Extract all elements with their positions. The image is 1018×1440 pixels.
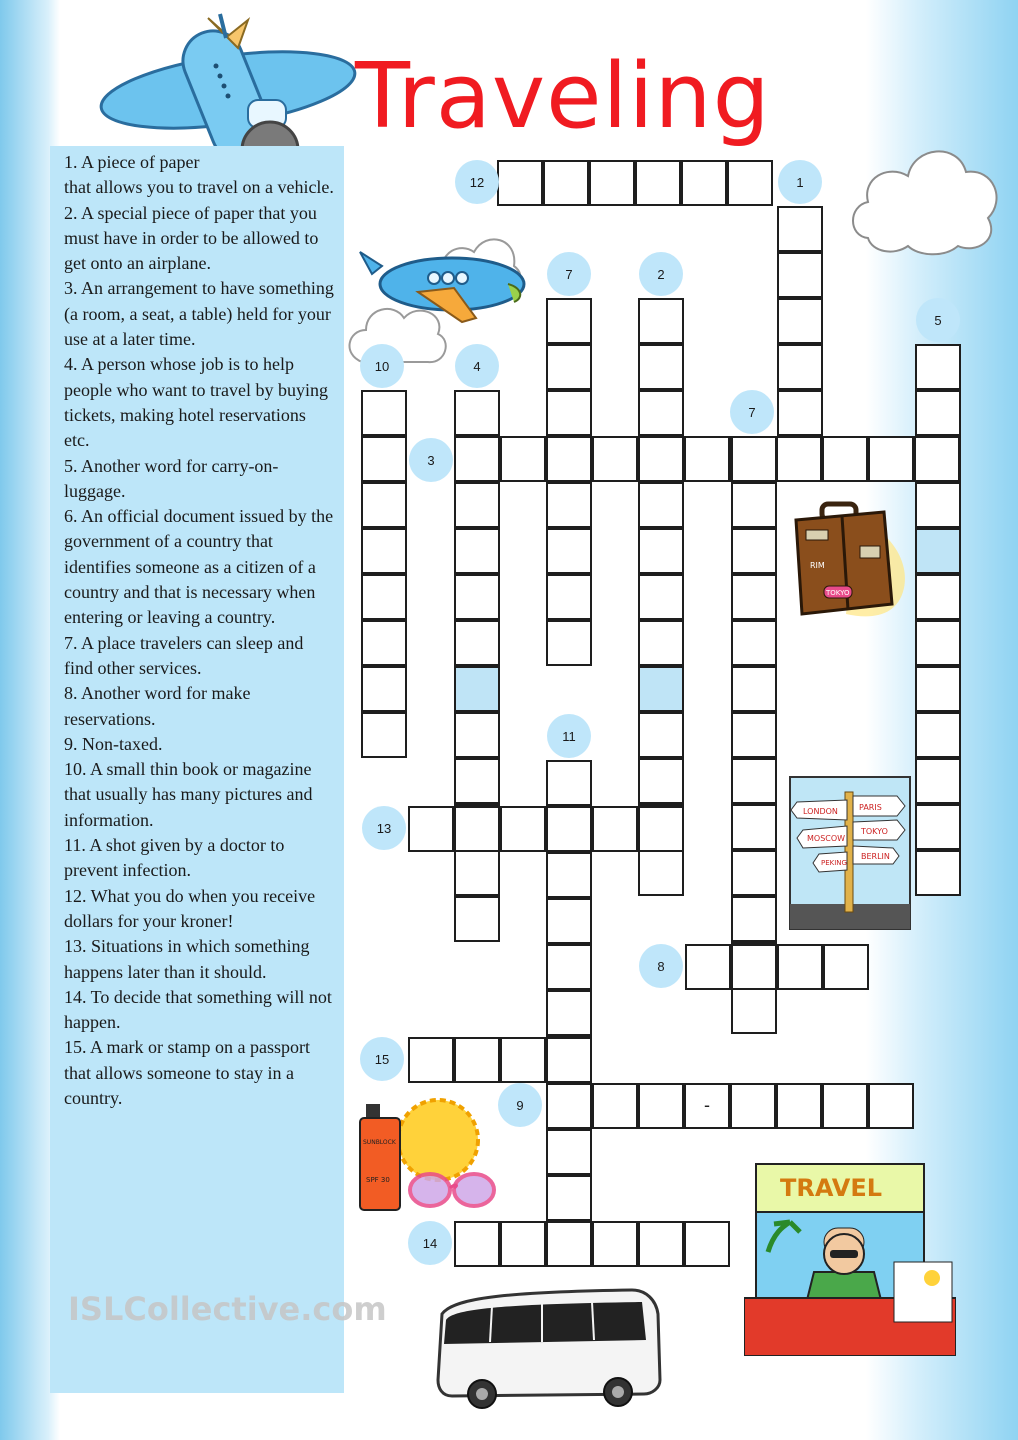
cell-11-down[interactable] bbox=[546, 990, 592, 1036]
clue-number-12: 12 bbox=[455, 160, 499, 204]
cell-12-across[interactable] bbox=[727, 160, 773, 206]
cell-2-down[interactable] bbox=[638, 482, 684, 528]
clue-6: 6. An official document issued by the government of a country that identifies someone as a citizen of a country and that is necessary when entering or leaving a country. bbox=[64, 506, 334, 628]
cell-12-across[interactable] bbox=[635, 160, 681, 206]
cell-4-down[interactable] bbox=[454, 712, 500, 758]
bus-illustration bbox=[432, 1284, 662, 1410]
cell-4-down[interactable] bbox=[454, 436, 500, 482]
cell-5-down[interactable] bbox=[915, 482, 961, 528]
suitcase-tag-rim: RIM bbox=[810, 561, 825, 570]
cell-1-down[interactable] bbox=[777, 344, 823, 390]
cell-14-across[interactable] bbox=[454, 1221, 500, 1267]
cell-12-across[interactable] bbox=[497, 160, 543, 206]
cell-10-down[interactable] bbox=[361, 712, 407, 758]
clue-number-7-down: 7 bbox=[547, 252, 591, 296]
clue-number-14: 14 bbox=[408, 1221, 452, 1265]
clue-1a: 1. A piece of paper bbox=[64, 152, 200, 172]
clue-8: 8. Another word for make reservations. bbox=[64, 683, 251, 729]
cell-14-across[interactable] bbox=[546, 1221, 592, 1267]
cell-11-down[interactable] bbox=[546, 1129, 592, 1175]
sign-berlin: BERLIN bbox=[861, 852, 890, 861]
cell-1-down[interactable] bbox=[777, 298, 823, 344]
cell-13-across[interactable] bbox=[500, 806, 546, 852]
signpost-illustration bbox=[789, 776, 911, 930]
cell-8-across[interactable] bbox=[823, 944, 869, 990]
clue-3: 3. An arrangement to have something (a room, a seat, a table) held for your use at a later time. bbox=[64, 278, 334, 350]
page-title: Traveling bbox=[355, 44, 771, 149]
clue-9: 9. Non-taxed. bbox=[64, 733, 163, 754]
cell-7-down-right[interactable] bbox=[731, 574, 777, 620]
cell-2-down[interactable] bbox=[638, 666, 684, 712]
cell-9-across[interactable] bbox=[730, 1083, 776, 1129]
cell-5-down[interactable] bbox=[915, 620, 961, 666]
cell-11-down[interactable] bbox=[546, 944, 592, 990]
clue-13: 13. Situations in which something happens later than it should. bbox=[64, 936, 310, 982]
cell-11-down[interactable] bbox=[546, 898, 592, 944]
cell-9-across[interactable] bbox=[592, 1083, 638, 1129]
cell-7-down[interactable] bbox=[546, 620, 592, 666]
clue-number-13: 13 bbox=[362, 806, 406, 850]
cell-15-across[interactable] bbox=[546, 1037, 592, 1083]
cell-1-down[interactable] bbox=[777, 390, 823, 436]
cell-7-down-right[interactable] bbox=[731, 436, 777, 482]
cell-2-down[interactable] bbox=[638, 436, 684, 482]
cell-9-across[interactable] bbox=[776, 1083, 822, 1129]
clue-number-2: 2 bbox=[639, 252, 683, 296]
cell-15-across[interactable] bbox=[500, 1037, 546, 1083]
cell-4-down[interactable] bbox=[454, 528, 500, 574]
cell-7-down-right[interactable] bbox=[731, 758, 777, 804]
cell-9-across[interactable] bbox=[546, 1083, 592, 1129]
cell-4-down[interactable] bbox=[454, 896, 500, 942]
cell-5-down[interactable] bbox=[915, 712, 961, 758]
cell-2-down[interactable] bbox=[638, 390, 684, 436]
cell-7-down[interactable] bbox=[546, 298, 592, 344]
clue-10: 10. A small thin book or magazine that usually has many pictures and information. bbox=[64, 759, 313, 830]
cell-9-across[interactable] bbox=[822, 1083, 868, 1129]
cell-2-down[interactable] bbox=[638, 758, 684, 804]
cell-13-across[interactable] bbox=[592, 806, 638, 852]
poster-travel-label: TRAVEL bbox=[780, 1174, 883, 1202]
cell-14-across[interactable] bbox=[638, 1221, 684, 1267]
clue-11: 11. A shot given by a doctor to prevent infection. bbox=[64, 835, 285, 881]
cell-4-down[interactable] bbox=[454, 666, 500, 712]
cell-7-down[interactable] bbox=[546, 574, 592, 620]
cell-5-down[interactable] bbox=[915, 666, 961, 712]
cell-2-down[interactable] bbox=[638, 620, 684, 666]
cell-3-across[interactable] bbox=[822, 436, 868, 482]
clue-12: 12. What you do when you receive dollars for your kroner! bbox=[64, 885, 316, 931]
cell-9-across[interactable] bbox=[638, 1083, 684, 1129]
cell-7-down-right[interactable] bbox=[731, 896, 777, 942]
spf-label: SPF 30 bbox=[366, 1176, 390, 1184]
cell-4-down[interactable] bbox=[454, 574, 500, 620]
travel-agent-poster-illustration bbox=[744, 1162, 956, 1356]
clue-4: 4. A person whose job is to help people who want to travel by buying tickets, making hotel reservations etc. bbox=[64, 354, 328, 451]
cell-7-down-right[interactable] bbox=[731, 482, 777, 528]
clue-15: 15. A mark or stamp on a passport that allows someone to stay in a country. bbox=[64, 1037, 310, 1108]
cell-5-down[interactable] bbox=[915, 574, 961, 620]
clue-number-1: 1 bbox=[778, 160, 822, 204]
cell-3-across[interactable] bbox=[500, 436, 546, 482]
cell-10-down[interactable] bbox=[361, 528, 407, 574]
cell-8-across[interactable] bbox=[685, 944, 731, 990]
cell-7-down[interactable] bbox=[546, 436, 592, 482]
cell-4-down[interactable] bbox=[454, 390, 500, 436]
clue-number-10: 10 bbox=[360, 344, 404, 388]
cell-7-down-right[interactable] bbox=[731, 804, 777, 850]
cell-2-down[interactable] bbox=[638, 298, 684, 344]
cell-13-across[interactable] bbox=[638, 806, 684, 852]
cell-7-down[interactable] bbox=[546, 390, 592, 436]
clue-7: 7. A place travelers can sleep and find other services. bbox=[64, 632, 304, 678]
cell-3-across[interactable] bbox=[914, 436, 960, 482]
cell-10-down[interactable] bbox=[361, 620, 407, 666]
cell-14-across[interactable] bbox=[500, 1221, 546, 1267]
cell-2-down[interactable] bbox=[638, 574, 684, 620]
cell-7-down-right[interactable] bbox=[731, 666, 777, 712]
cell-12-across[interactable] bbox=[681, 160, 727, 206]
cell-8-across[interactable] bbox=[731, 944, 777, 990]
cell-11-down[interactable] bbox=[546, 806, 592, 852]
clue-number-4: 4 bbox=[455, 344, 499, 388]
sign-london: LONDON bbox=[803, 807, 838, 816]
cell-14-across[interactable] bbox=[592, 1221, 638, 1267]
clue-number-15: 15 bbox=[360, 1037, 404, 1081]
cell-8-across[interactable] bbox=[777, 944, 823, 990]
cell-13-across[interactable] bbox=[454, 806, 500, 852]
clue-number-3: 3 bbox=[409, 438, 453, 482]
clue-number-8: 8 bbox=[639, 944, 683, 988]
cell-4-down[interactable] bbox=[454, 850, 500, 896]
cell-1-down[interactable] bbox=[777, 206, 823, 252]
sign-tokyo: TOKYO bbox=[861, 827, 888, 836]
sign-peking: PEKING bbox=[821, 859, 847, 867]
suitcase-tag-tokyo: TOKYO bbox=[826, 589, 850, 597]
clue-1b: that allows you to travel on a vehicle. bbox=[64, 177, 334, 198]
cell-3-across[interactable] bbox=[776, 436, 822, 482]
cell-12-across[interactable] bbox=[589, 160, 635, 206]
cell-9-across[interactable]: - bbox=[684, 1083, 730, 1129]
sunblock-sunglasses-illustration bbox=[356, 1098, 500, 1212]
clue-5: 5. Another word for carry-on-luggage. bbox=[64, 455, 279, 501]
cell-7-down[interactable] bbox=[546, 482, 592, 528]
clue-number-9: 9 bbox=[498, 1083, 542, 1127]
clue-number-7: 7 bbox=[730, 390, 774, 434]
islcollective-watermark: ISLCollective.com bbox=[68, 1290, 387, 1328]
cell-5-down[interactable] bbox=[915, 390, 961, 436]
cell-4-down[interactable] bbox=[454, 482, 500, 528]
cell-5-down[interactable] bbox=[915, 850, 961, 896]
cell-11-down[interactable] bbox=[546, 852, 592, 898]
cell-5-down[interactable] bbox=[915, 344, 961, 390]
cell-11-down[interactable] bbox=[546, 760, 592, 806]
suitcase-illustration bbox=[786, 498, 912, 622]
cell-15-across[interactable] bbox=[408, 1037, 454, 1083]
cell-14-across[interactable] bbox=[684, 1221, 730, 1267]
cell-10-down[interactable] bbox=[361, 390, 407, 436]
cell-3-across[interactable] bbox=[868, 436, 914, 482]
cell-10-down[interactable] bbox=[361, 436, 407, 482]
cell-7-down-right[interactable] bbox=[731, 620, 777, 666]
cell-10-down[interactable] bbox=[361, 666, 407, 712]
sign-moscow: MOSCOW bbox=[807, 834, 846, 843]
cell-5-down[interactable] bbox=[915, 758, 961, 804]
cell-5-down[interactable] bbox=[915, 528, 961, 574]
clue-number-11: 11 bbox=[547, 714, 591, 758]
cell-7-down-right[interactable] bbox=[731, 850, 777, 896]
cell-11-down[interactable] bbox=[546, 1175, 592, 1221]
sign-paris: PARIS bbox=[859, 803, 882, 812]
clue-2: 2. A special piece of paper that you must have in order to be allowed to get onto an airplane. bbox=[64, 202, 319, 274]
cell-3-across[interactable] bbox=[592, 436, 638, 482]
cell-2-down[interactable] bbox=[638, 344, 684, 390]
sunblock-label: SUNBLOCK bbox=[363, 1139, 396, 1146]
cell-15-across[interactable] bbox=[454, 1037, 500, 1083]
cell-2-down[interactable] bbox=[638, 850, 684, 896]
cell-5-down[interactable] bbox=[915, 804, 961, 850]
cell-7-down-right[interactable] bbox=[731, 528, 777, 574]
cell-12-across[interactable] bbox=[543, 160, 589, 206]
cell-7-down[interactable] bbox=[546, 344, 592, 390]
cell-2-down[interactable] bbox=[638, 712, 684, 758]
cell-2-down[interactable] bbox=[638, 528, 684, 574]
cell-7-down[interactable] bbox=[546, 528, 592, 574]
cell-1-down[interactable] bbox=[777, 252, 823, 298]
cell-7-down-right[interactable] bbox=[731, 988, 777, 1034]
clue-number-5: 5 bbox=[916, 298, 960, 342]
clue-14: 14. To decide that something will not happen. bbox=[64, 986, 332, 1033]
cell-10-down[interactable] bbox=[361, 574, 407, 620]
cell-7-down-right[interactable] bbox=[731, 712, 777, 758]
cell-4-down[interactable] bbox=[454, 620, 500, 666]
cell-4-down[interactable] bbox=[454, 758, 500, 804]
cell-10-down[interactable] bbox=[361, 482, 407, 528]
cell-9-across[interactable] bbox=[868, 1083, 914, 1129]
cell-3-across[interactable] bbox=[684, 436, 730, 482]
cell-13-across[interactable] bbox=[408, 806, 454, 852]
